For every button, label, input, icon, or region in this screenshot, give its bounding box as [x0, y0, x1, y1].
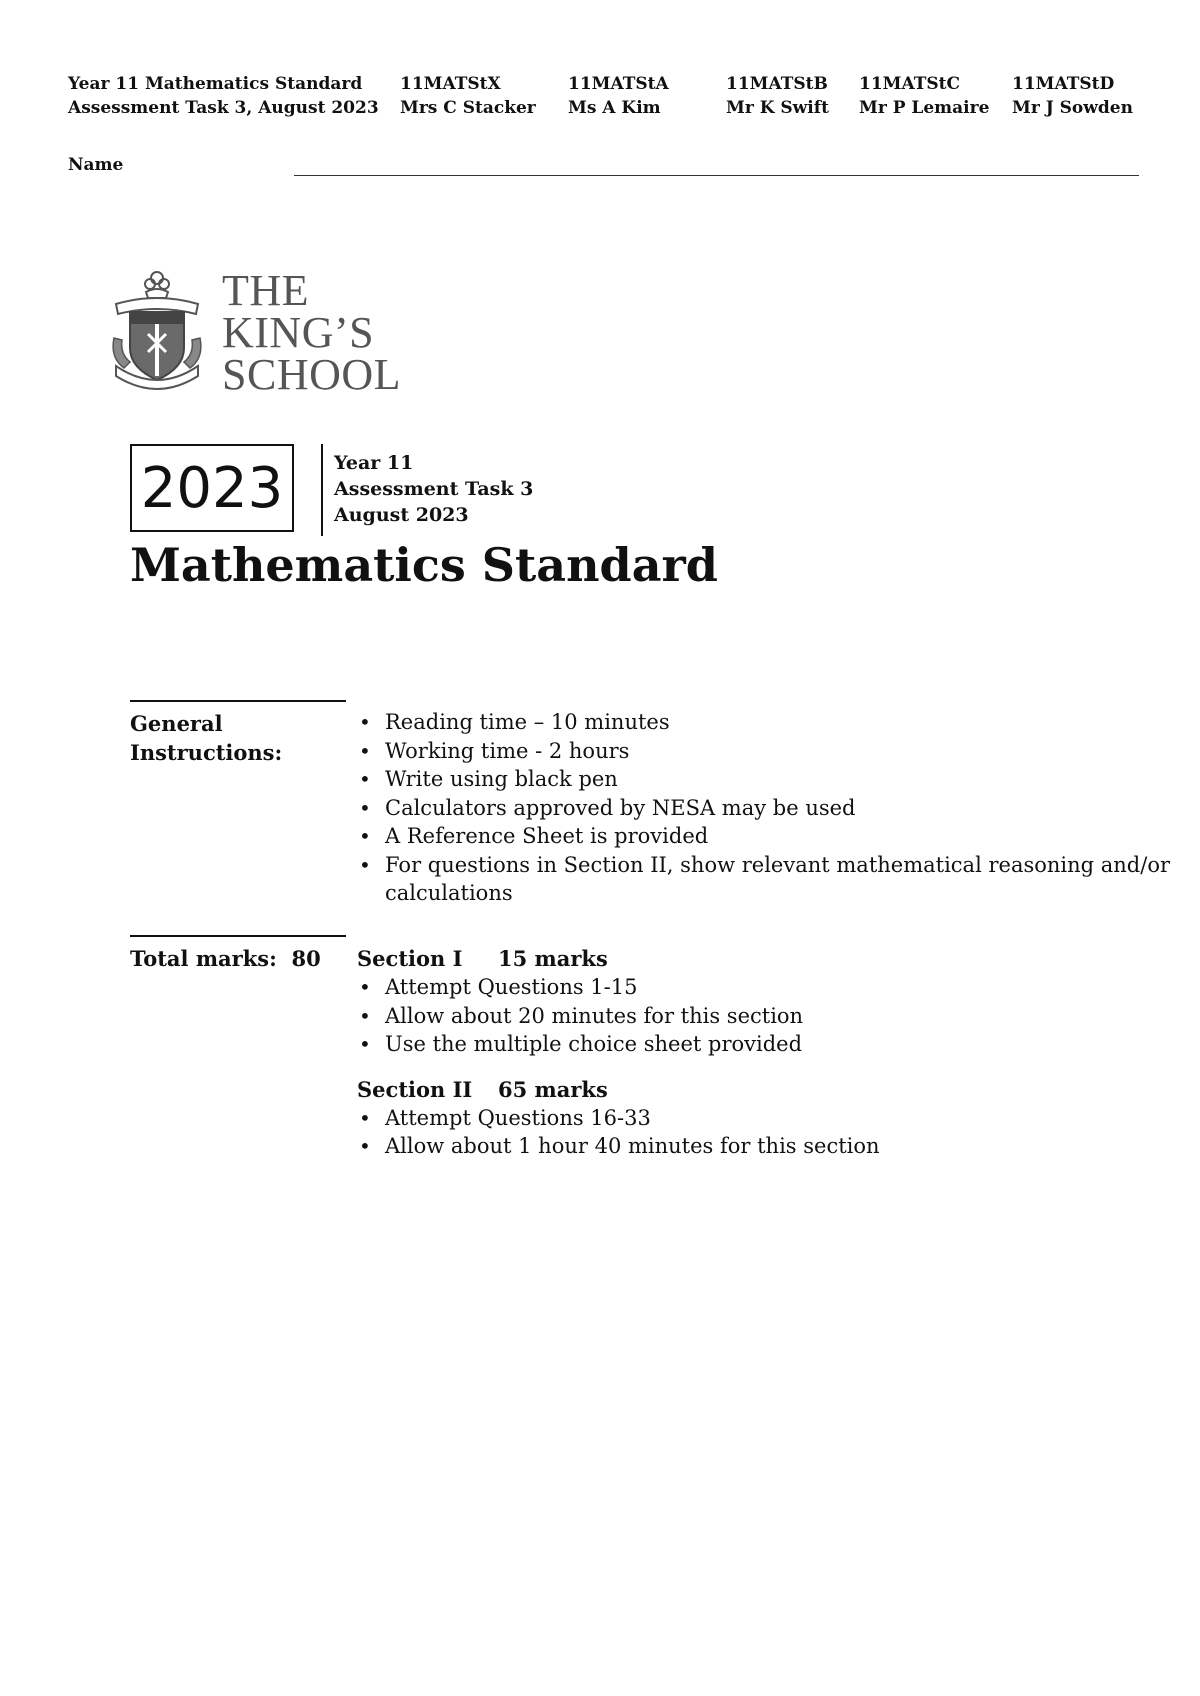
list-item: • A Reference Sheet is provided	[357, 822, 1177, 851]
exam-year-level: Year 11	[334, 452, 414, 474]
section-rule	[130, 700, 346, 702]
list-item: • Attempt Questions 16-33	[357, 1104, 1177, 1133]
section-heading	[357, 1075, 1177, 1104]
header-class-x	[400, 72, 536, 120]
list-item: • Write using black pen	[357, 765, 1177, 794]
list-item: • Use the multiple choice sheet provided	[357, 1030, 1177, 1059]
list-item: • Reading time – 10 minutes	[357, 708, 1177, 737]
header-class-c	[859, 72, 989, 120]
class-code: 11MATStD	[1012, 74, 1115, 94]
section-list	[357, 973, 1177, 1059]
instructions-label: General Instructions:	[130, 711, 283, 765]
divider	[321, 444, 323, 536]
exam-year: 2023	[140, 455, 284, 521]
class-teacher: Mr P Lemaire	[859, 98, 990, 118]
section-list	[357, 1104, 1177, 1161]
list-item: • Calculators approved by NESA may be used	[357, 794, 1177, 823]
section-name: Section I	[357, 946, 463, 971]
header-course: Year 11 Mathematics Standard	[68, 74, 363, 94]
name-label: Name	[68, 155, 124, 175]
total-marks-value: 80	[291, 946, 321, 971]
section-marks: 15 marks	[498, 946, 608, 971]
section-rule	[130, 935, 346, 937]
list-item: • For questions in Section II, show relevant mathematical reasoning and/or calculations	[357, 851, 1177, 908]
section-name: Section II	[357, 1076, 473, 1102]
list-item: • Allow about 1 hour 40 minutes for this section	[357, 1132, 1177, 1161]
list-item: • Working time - 2 hours	[357, 737, 1177, 766]
section-marks: 65 marks	[498, 1076, 608, 1102]
class-teacher: Mrs C Stacker	[400, 98, 536, 118]
page-title: Mathematics Standard	[130, 538, 718, 592]
header-class-d	[1012, 72, 1133, 120]
header-class-b	[726, 72, 829, 120]
instructions-list	[357, 708, 1177, 908]
exam-task: Assessment Task 3	[334, 478, 534, 500]
exam-date: August 2023	[334, 504, 469, 526]
total-marks-label: Total marks:	[130, 946, 277, 971]
section-heading	[357, 944, 1177, 973]
class-code: 11MATStC	[859, 74, 961, 94]
logo-line-school: SCHOOL	[222, 350, 402, 399]
class-code: 11MATStA	[568, 74, 669, 94]
name-field[interactable]	[294, 175, 1139, 176]
school-crest-icon	[110, 268, 204, 394]
header-task: Assessment Task 3, August 2023	[68, 98, 379, 118]
exam-task-info	[334, 450, 533, 528]
list-item: • Attempt Questions 1-15	[357, 973, 1177, 1002]
school-name-logo	[222, 266, 402, 399]
logo-line-the: THE	[222, 266, 310, 315]
sections-block	[357, 944, 1177, 1161]
header-class-a	[568, 72, 669, 120]
class-teacher: Mr K Swift	[726, 98, 829, 118]
class-teacher: Mr J Sowden	[1012, 98, 1133, 118]
class-teacher: Ms A Kim	[568, 98, 661, 118]
class-code: 11MATStX	[400, 74, 501, 94]
header-course-block	[68, 72, 379, 120]
class-code: 11MATStB	[726, 74, 828, 94]
exam-year-box	[130, 444, 294, 532]
total-marks	[130, 944, 321, 973]
list-item: • Allow about 20 minutes for this section	[357, 1002, 1177, 1031]
logo-line-kings: KING’S	[222, 308, 375, 357]
